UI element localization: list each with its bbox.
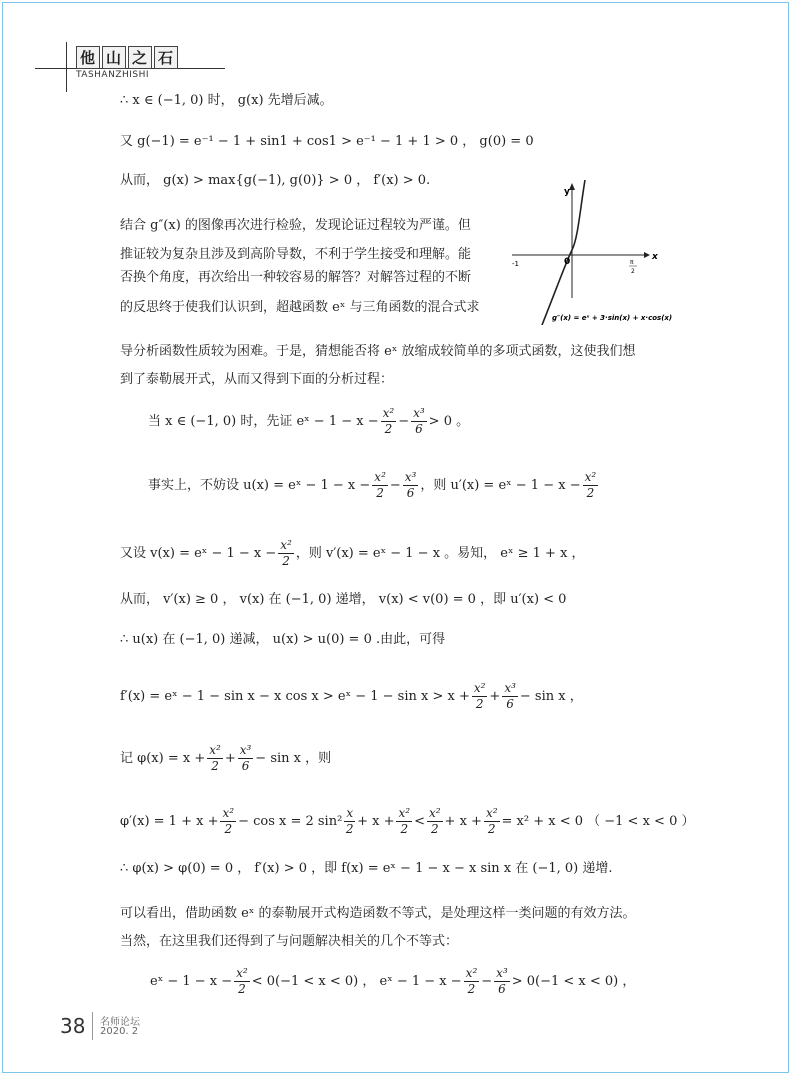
fraction-numerator: x²	[280, 538, 292, 552]
fraction-denominator: 2	[475, 697, 484, 711]
fraction	[381, 406, 397, 437]
fraction	[502, 681, 518, 712]
issue-date: 2020. 2	[100, 1026, 139, 1037]
graph-caption: g″(x) = eˣ + 3·sin(x) + x·cos(x)	[552, 314, 673, 322]
formula-text: − sin x ，则	[255, 751, 332, 766]
formula-line	[150, 966, 635, 997]
fraction-numerator: x²	[382, 406, 395, 420]
graph-g-double-prime	[508, 180, 678, 325]
text-line: 导分析函数性质较为困难。于是，猜想能否将 eˣ 放缩成较简单的多项式函数，这使我们想	[120, 344, 636, 359]
fraction-numerator: x²	[428, 806, 441, 820]
y-axis-arrow	[569, 183, 575, 190]
formula-line	[120, 538, 585, 569]
header-rule-vertical	[66, 42, 67, 92]
x-tick-right-num: π	[630, 259, 634, 266]
fraction	[207, 743, 223, 774]
fraction-numerator: x³	[404, 470, 417, 484]
fraction-denominator: 2	[282, 554, 290, 568]
fraction-denominator: 6	[406, 486, 415, 500]
fraction-numerator: x²	[222, 806, 235, 820]
page-number: 38	[60, 1014, 86, 1038]
text-line: 结合 g″(x) 的图像再次进行检验，发现论证过程较为严谨。但	[120, 218, 471, 233]
fraction-denominator: 2	[467, 982, 476, 996]
journal-name: 名师论坛	[100, 1017, 140, 1028]
fraction	[464, 966, 480, 997]
fraction	[583, 470, 599, 501]
formula-text: = x² + x < 0 （ −1 < x < 0 ）	[501, 814, 695, 829]
fraction-denominator: 2	[211, 759, 219, 773]
formula-text: +	[224, 751, 236, 766]
fraction-denominator: 6	[241, 759, 250, 773]
fraction-numerator: x³	[239, 743, 252, 757]
footer-divider	[92, 1012, 93, 1040]
text-line: 从而， v′(x) ≥ 0 ， v(x) 在 (−1, 0) 递增， v(x) < v(0) = 0 ，即 u′(x) < 0	[120, 592, 567, 607]
formula-text: +	[489, 689, 501, 704]
curve-g-double-prime	[542, 180, 585, 325]
fraction	[427, 806, 443, 837]
formula-text: 记 φ(x) = x +	[120, 751, 206, 766]
formula-text: < 0(−1 < x < 0) ， eˣ − 1 − x −	[251, 974, 462, 989]
formula-line	[120, 806, 694, 837]
text-line: 从而， g(x) > max{g(−1), g(0)} > 0 ， f′(x) > 0.	[120, 173, 431, 188]
fraction-denominator: 6	[506, 697, 514, 711]
fraction-numerator: x²	[584, 470, 597, 484]
formula-text: > 0(−1 < x < 0) ，	[511, 974, 636, 989]
fraction-denominator: 2	[400, 822, 409, 836]
fraction	[234, 966, 250, 997]
formula-text: eˣ − 1 − x −	[150, 974, 233, 989]
fraction-denominator: 2	[384, 422, 393, 436]
text-line: 推证较为复杂且涉及到高阶导数，不利于学生接受和理解。能	[120, 247, 472, 262]
formula-text: <	[414, 814, 425, 829]
text-line: 的反思终于使我们认识到，超越函数 eˣ 与三角函数的混合式求	[120, 300, 480, 315]
fraction-numerator: x²	[485, 806, 498, 820]
column-title	[76, 46, 180, 69]
column-title-char: 之	[128, 46, 152, 69]
formula-text: − cos x = 2 sin²	[238, 814, 343, 829]
fraction-denominator: 2	[487, 822, 496, 836]
fraction-numerator: x²	[209, 743, 221, 757]
fraction-denominator: 2	[224, 822, 233, 836]
fraction-numerator: x³	[413, 406, 425, 420]
fraction	[220, 806, 236, 837]
fraction	[344, 806, 355, 837]
fraction-numerator: x²	[473, 681, 486, 695]
x-axis-arrow	[644, 252, 650, 258]
text-line: 否换个角度，再次给出一种较容易的解答？对解答过程的不断	[120, 270, 472, 285]
text-line: ∴ φ(x) > φ(0) = 0 ， f′(x) > 0 ，即 f(x) = eˣ − 1 − x − x sin x 在 (−1, 0) 递增.	[120, 861, 613, 876]
formula-text: φ′(x) = 1 + x +	[120, 814, 219, 829]
fraction	[372, 470, 388, 501]
formula-line	[120, 743, 331, 774]
fraction	[472, 681, 488, 712]
fraction-denominator: 6	[415, 422, 423, 436]
text-line: ∴ x ∈ (−1, 0) 时， g(x) 先增后减。	[120, 93, 333, 108]
column-subtitle: TASHANZHISHI	[76, 70, 150, 80]
formula-text: + x +	[444, 814, 482, 829]
y-axis-label: y	[564, 187, 570, 197]
fraction-numerator: x³	[504, 681, 516, 695]
text-line: 到了泰勒展开式，从而又得到下面的分析过程：	[120, 372, 394, 387]
fraction	[484, 806, 500, 837]
formula-text: + x +	[357, 814, 395, 829]
x-tick-right-den: 2	[631, 268, 635, 275]
formula-text: −	[398, 414, 410, 429]
fraction-numerator: x²	[374, 470, 386, 484]
fraction-numerator: x²	[398, 806, 411, 820]
fraction-numerator: x³	[496, 966, 508, 980]
fraction	[494, 966, 510, 997]
fraction-numerator: x²	[236, 966, 248, 980]
formula-text: 当 x ∈ (−1, 0) 时，先证 eˣ − 1 − x −	[148, 414, 379, 429]
formula-text: 事实上，不妨设 u(x) = eˣ − 1 − x −	[148, 478, 371, 493]
fraction	[238, 743, 254, 774]
column-title-char: 他	[76, 46, 100, 69]
formula-text: f′(x) = eˣ − 1 − sin x − x cos x > eˣ − 1 − sin x > x +	[120, 689, 470, 704]
formula-text: −	[481, 974, 493, 989]
fraction	[403, 470, 419, 501]
formula-line	[148, 470, 600, 501]
formula-text: ，则 v′(x) = eˣ − 1 − x 。易知， eˣ ≥ 1 + x ，	[295, 546, 585, 561]
text-line: 可以看出，借助函数 eˣ 的泰勒展开式构造函数不等式，是处理这样一类问题的有效方法。	[120, 906, 636, 921]
x-tick-left: -1	[512, 260, 519, 268]
formula-text: > 0 。	[428, 414, 470, 429]
text-line: 又 g(−1) = e⁻¹ − 1 + sin1 + cos1 > e⁻¹ − 1 + 1 > 0 ， g(0) = 0	[120, 134, 534, 149]
formula-line	[120, 681, 583, 712]
formula-text: − sin x ，	[519, 689, 583, 704]
fraction-numerator: x²	[465, 966, 478, 980]
origin-label: 0	[564, 257, 571, 267]
fraction-denominator: 2	[586, 486, 595, 500]
fraction-denominator: 2	[376, 486, 384, 500]
fraction-denominator: 6	[498, 982, 506, 996]
text-line: 当然，在这里我们还得到了与问题解决相关的几个不等式：	[120, 934, 459, 949]
x-axis-label: x	[652, 252, 658, 262]
fraction	[411, 406, 427, 437]
fraction-numerator: x	[346, 806, 354, 820]
formula-text: 又设 v(x) = eˣ − 1 − x −	[120, 546, 277, 561]
formula-line	[148, 406, 469, 437]
column-title-char: 石	[154, 46, 178, 69]
formula-text: ，则 u′(x) = eˣ − 1 − x −	[420, 478, 581, 493]
fraction-denominator: 2	[238, 982, 246, 996]
fraction-denominator: 2	[430, 822, 439, 836]
formula-text: −	[389, 478, 401, 493]
fraction	[396, 806, 412, 837]
text-line: ∴ u(x) 在 (−1, 0) 递减， u(x) > u(0) = 0 .由此，可得	[120, 632, 446, 647]
fraction	[278, 538, 294, 569]
column-title-char: 山	[102, 46, 126, 69]
fraction-denominator: 2	[345, 822, 354, 836]
